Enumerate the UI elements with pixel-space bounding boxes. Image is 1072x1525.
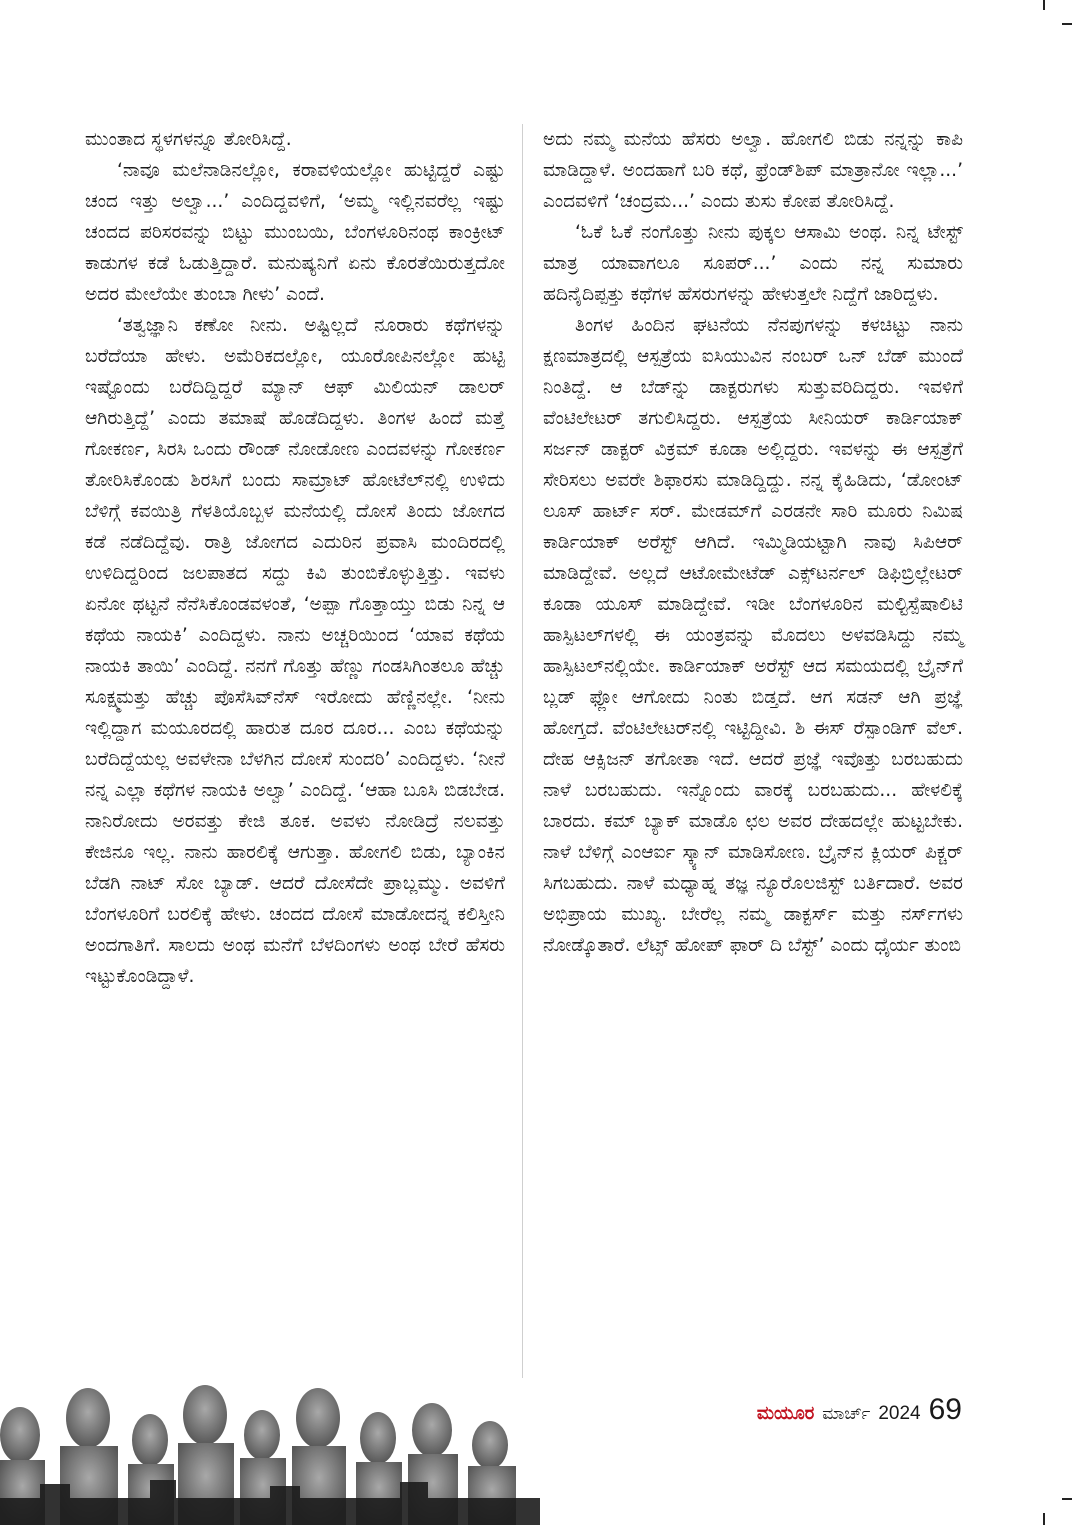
crop-mark-top: [1043, 0, 1045, 10]
crop-mark-bottom: [1043, 1513, 1045, 1525]
column-divider: [522, 124, 523, 1378]
article-column-left: [85, 124, 505, 992]
issue-year: 2024: [878, 1403, 921, 1424]
issue-month: ಮಾರ್ಚ್: [822, 1404, 871, 1424]
article-paragraph: ತಿಂಗಳ ಹಿಂದಿನ ಘಟನೆಯ ನೆನಪುಗಳನ್ನು ಕಳಚಿಟ್ಟು ನಾನು ಕ್ಷಣಮಾತ್ರದಲ್ಲಿ ಆಸ್ಪತ್ರೆಯ ಐಸಿಯುವಿನ ನಂಬರ್ ಒನ್ ಬೆಡ್ ಮುಂದೆ ನಿಂತಿದ್ದೆ. ಆ ಬೆಡ್‌ನ್ನು ಡಾಕ್ಟರುಗಳು ಸುತ್ತುವರಿದಿದ್ದರು. ಇವಳಿಗೆ ವೆಂಟಿಲೇಟರ್ ತಗುಲಿಸಿದ್ದರು. ಆಸ್ಪತ್ರೆಯ ಸೀನಿಯರ್ ಕಾರ್ಡಿಯಾಕ್ ಸರ್ಜನ್ ಡಾಕ್ಟರ್ ವಿಕ್ರಮ್ ಕೂಡಾ ಅಲ್ಲಿದ್ದರು. ಇವಳನ್ನು ಈ ಆಸ್ಪತ್ರೆಗೆ ಸೇರಿಸಲು ಅವರೇ ಶಿಫಾರಸು ಮಾಡಿದ್ದಿದ್ದು. ನನ್ನ ಕೈಹಿಡಿದು, ‘ಡೋಂಟ್ ಲೂಸ್ ಹಾರ್ಟ್ ಸರ್. ಮೇಡಮ್‌ಗೆ ಎರಡನೇ ಸಾರಿ ಮೂರು ನಿಮಿಷ ಕಾರ್ಡಿಯಾಕ್ ಅರೆಸ್ಟ್ ಆಗಿದೆ. ಇಮ್ಮಿಡಿಯಟ್ಟಾಗಿ ನಾವು ಸಿಪಿಆರ್ ಮಾಡಿದ್ದೇವೆ. ಅಲ್ಲದೆ ಆಟೋಮೇಟೆಡ್ ಎಕ್ಸ್‌ಟರ್ನಲ್ ಡಿಫಿಬ್ರಿಲ್ಲೇಟರ್ ಕೂಡಾ ಯೂಸ್ ಮಾಡಿದ್ದೇವೆ. ಇಡೀ ಬೆಂಗಳೂರಿನ ಮಲ್ಟಿಸ್ಪೆಷಾಲಿಟಿ ಹಾಸ್ಪಿಟಲ್‌ಗಳಲ್ಲಿ ಈ ಯಂತ್ರವನ್ನು ಮೊದಲು ಅಳವಡಿಸಿದ್ದು ನಮ್ಮ ಹಾಸ್ಪಿಟಲ್‌ನಲ್ಲಿಯೇ. ಕಾರ್ಡಿಯಾಕ್ ಅರೆಸ್ಟ್ ಆದ ಸಮಯದಲ್ಲಿ ಬ್ರೈನ್‌ಗೆ ಬ್ಲಡ್ ಫ್ಲೋ ಆಗೋದು ನಿಂತು ಬಿಡ್ತದೆ. ಆಗ ಸಡನ್ ಆಗಿ ಪ್ರಜ್ಞೆ ಹೋಗ್ತದೆ. ವೆಂಟಿಲೇಟರ್‌ನಲ್ಲಿ ಇಟ್ಟಿದ್ದೀವಿ. ಶಿ ಈಸ್ ರೆಸ್ಪಾಂಡಿಗ್ ವೆಲ್. ದೇಹ ಆಕ್ಸಿಜನ್ ತಗೋತಾ ಇದೆ. ಆದರೆ ಪ್ರಜ್ಞೆ ಇವೊತ್ತು ಬರಬಹುದು ನಾಳೆ ಬರಬಹುದು. ಇನ್ನೊಂದು ವಾರಕ್ಕೆ ಬರಬಹುದು... ಹೇಳಲಿಕ್ಕೆ ಬಾರದು. ಕಮ್ ಬ್ಯಾಕ್ ಮಾಡೊ ಛಲ ಅವರ ದೇಹದಲ್ಲೇ ಹುಟ್ಟಬೇಕು. ನಾಳೆ ಬೆಳಿಗ್ಗೆ ಎಂಆರ್ಐ ಸ್ಕ್ಯಾನ್ ಮಾಡಿಸೋಣ. ಬ್ರೈನ್‌ನ ಕ್ಲಿಯರ್ ಪಿಕ್ಚರ್ ಸಿಗಬಹುದು. ನಾಳೆ ಮಧ್ಯಾಹ್ನ ತಜ್ಞ ನ್ಯೂರೊಲಜಿಸ್ಟ್ ಬರ್ತಿದಾರೆ. ಅವರ ಅಭಿಪ್ರಾಯ ಮುಖ್ಯ. ಬೇರೆಲ್ಲ ನಮ್ಮ ಡಾಕ್ಟರ್ಸ್ ಮತ್ತು ನರ್ಸ್‌ಗಳು ನೋಡ್ಕೊತಾರೆ. ಲೆಟ್ಸ್ ಹೋಪ್ ಫಾರ್ ದಿ ಬೆಸ್ಟ್’ ಎಂದು ಧೈರ್ಯ ತುಂಬಿ: [543, 315, 963, 956]
magazine-logo: ಮಯೂರ: [756, 1403, 815, 1424]
page-number: 69: [928, 1393, 962, 1426]
crop-mark-right-bottom: [1062, 1498, 1072, 1500]
article-paragraph: ‘ಓಕೆ ಓಕೆ ನಂಗೊತ್ತು ನೀನು ಪುಕ್ಕಲ ಆಸಾಮಿ ಅಂಥ. ನಿನ್ನ ಟೇಸ್ಟ್ ಮಾತ್ರ ಯಾವಾಗಲೂ ಸೂಪರ್...’ ಎಂದು ನನ್ನ ಸುಮಾರು ಹದಿನೈದಿಪ್ಪತ್ತು ಕಥೆಗಳ ಹೆಸರುಗಳನ್ನು ಹೇಳುತ್ತಲೇ ನಿದ್ದೆಗೆ ಜಾರಿದ್ದಳು.: [543, 222, 963, 305]
article-column-right: [543, 124, 963, 961]
page-footer: [757, 1393, 962, 1427]
crowd-illustration: [0, 1380, 540, 1525]
crop-mark-right-top: [1062, 23, 1072, 25]
article-paragraph: ‘ತತ್ವಜ್ಞಾನಿ ಕಣೋ ನೀನು. ಅಷ್ಟಿಲ್ಲದೆ ನೂರಾರು ಕಥೆಗಳನ್ನು ಬರೆದೆಯಾ ಹೇಳು. ಅಮೆರಿಕದಲ್ಲೋ, ಯೂರೋಪಿನಲ್ಲೋ ಹುಟ್ಟಿ ಇಷ್ಟೊಂದು ಬರೆದಿದ್ದಿದ್ದರೆ ಮ್ಯಾನ್ ಆಫ್ ಮಿಲಿಯನ್ ಡಾಲರ್ ಆಗಿರುತ್ತಿದ್ದೆ’ ಎಂದು ತಮಾಷೆ ಹೊಡೆದಿದ್ದಳು. ತಿಂಗಳ ಹಿಂದೆ ಮತ್ತೆ ಗೋಕರ್ಣ, ಸಿರಸಿ ಒಂದು ರೌಂಡ್ ನೋಡೋಣ ಎಂದವಳನ್ನು ಗೋಕರ್ಣ ತೋರಿಸಿಕೊಂಡು ಶಿರಸಿಗೆ ಬಂದು ಸಾಮ್ರಾಟ್ ಹೋಟೆಲ್‌ನಲ್ಲಿ ಉಳಿದು ಬೆಳಿಗ್ಗೆ ಕವಯಿತ್ರಿ ಗೆಳತಿಯೊಬ್ಬಳ ಮನೆಯಲ್ಲಿ ದೋಸೆ ತಿಂದು ಜೋಗದ ಕಡೆ ನಡೆದಿದ್ದೆವು. ರಾತ್ರಿ ಜೋಗದ ಎದುರಿನ ಪ್ರವಾಸಿ ಮಂದಿರದಲ್ಲಿ ಉಳಿದಿದ್ದರಿಂದ ಜಲಪಾತದ ಸದ್ದು ಕಿವಿ ತುಂಬಿಕೊಳ್ಳುತ್ತಿತ್ತು. ಇವಳು ಏನೋ ಥಟ್ಟನೆ ನೆನೆಸಿಕೊಂಡವಳಂತೆ, ‘ಅಪ್ಪಾ ಗೊತ್ತಾಯ್ತು ಬಿಡು ನಿನ್ನ ಆ ಕಥೆಯ ನಾಯಕಿ’ ಎಂದಿದ್ದಳು. ನಾನು ಅಚ್ಚರಿಯಿಂದ ‘ಯಾವ ಕಥೆಯ ನಾಯಕಿ ತಾಯಿ’ ಎಂದಿದ್ದೆ. ನನಗೆ ಗೊತ್ತು ಹೆಣ್ಣು ಗಂಡಸಿಗಿಂತಲೂ ಹೆಚ್ಚು ಸೂಕ್ಷ್ಮಮತ್ತು ಹೆಚ್ಚು ಪೊಸೆಸಿವ್‌ನೆಸ್ ಇರೋದು ಹೆಣ್ಣಿನಲ್ಲೇ. ‘ನೀನು ಇಲ್ಲಿದ್ದಾಗ ಮಯೂರದಲ್ಲಿ ಹಾರುತ ದೂರ ದೂರ... ಎಂಬ ಕಥೆಯನ್ನು ಬರೆದಿದ್ದೆಯಲ್ಲ ಅವಳೇನಾ ಬೆಳಗಿನ ದೋಸೆ ಸುಂದರಿ’ ಎಂದಿದ್ದಳು. ‘ನೀನೆ ನನ್ನ ಎಲ್ಲಾ ಕಥೆಗಳ ನಾಯಕಿ ಅಲ್ವಾ’ ಎಂದಿದ್ದೆ. ‘ಆಹಾ ಬೂಸಿ ಬಿಡಬೇಡ. ನಾನಿರೋದು ಅರವತ್ತು ಕೇಜಿ ತೂಕ. ಅವಳು ನೋಡಿದ್ರೆ ನಲವತ್ತು ಕೇಜಿನೂ ಇಲ್ಲ. ನಾನು ಹಾರಲಿಕ್ಕೆ ಆಗುತ್ತಾ. ಹೋಗಲಿ ಬಿಡು, ಬ್ಯಾಂಕಿನ ಬೆಡಗಿ ನಾಟ್ ಸೋ ಬ್ಯಾಡ್. ಆದರೆ ದೋಸೆದೇ ಪ್ರಾಬ್ಲಮ್ಮು. ಅವಳಿಗೆ ಬೆಂಗಳೂರಿಗೆ ಬರಲಿಕ್ಕೆ ಹೇಳು. ಚಂದದ ದೋಸೆ ಮಾಡೋದನ್ನ ಕಲಿಸ್ತೀನಿ ಅಂದಗಾತಿಗೆ. ಸಾಲದು ಅಂಥ ಮನೆಗೆ ಬೆಳದಿಂಗಳು ಅಂಥ ಬೇರೆ ಹೆಸರು ಇಟ್ಟುಕೊಂಡಿದ್ದಾಳೆ.: [85, 315, 505, 987]
article-paragraph: ಮುಂತಾದ ಸ್ಥಳಗಳನ್ನೂ ತೋರಿಸಿದ್ದೆ.: [85, 129, 292, 150]
article-paragraph: ‘ನಾವೂ ಮಲೆನಾಡಿನಲ್ಲೋ, ಕರಾವಳಿಯಲ್ಲೋ ಹುಟ್ಟಿದ್ದರೆ ಎಷ್ಟು ಚಂದ ಇತ್ತು ಅಲ್ವಾ...’ ಎಂದಿದ್ದವಳಿಗೆ, ‘ಅಮ್ಮ ಇಲ್ಲಿನವರೆಲ್ಲ ಇಷ್ಟು ಚಂದದ ಪರಿಸರವನ್ನು ಬಿಟ್ಟು ಮುಂಬಯಿ, ಬೆಂಗಳೂರಿನಂಥ ಕಾಂಕ್ರೀಟ್ ಕಾಡುಗಳ ಕಡೆ ಓಡುತ್ತಿದ್ದಾರೆ. ಮನುಷ್ಯನಿಗೆ ಏನು ಕೊರತೆಯಿರುತ್ತದೋ ಅದರ ಮೇಲೆಯೇ ತುಂಬಾ ಗೀಳು’ ಎಂದೆ.: [85, 160, 505, 305]
article-paragraph: ಅದು ನಮ್ಮ ಮನೆಯ ಹೆಸರು ಅಲ್ವಾ. ಹೋಗಲಿ ಬಿಡು ನನ್ನನ್ನು ಕಾಪಿ ಮಾಡಿದ್ದಾಳೆ. ಅಂದಹಾಗೆ ಬರಿ ಕಥೆ, ಫ್ರೆಂಡ್‌ಶಿಪ್ ಮಾತ್ರಾನೋ ಇಲ್ಲಾ...’ ಎಂದವಳಿಗೆ ‘ಚಂದ್ರಮ...’ ಎಂದು ತುಸು ಕೋಪ ತೋರಿಸಿದ್ದೆ.: [543, 129, 963, 212]
